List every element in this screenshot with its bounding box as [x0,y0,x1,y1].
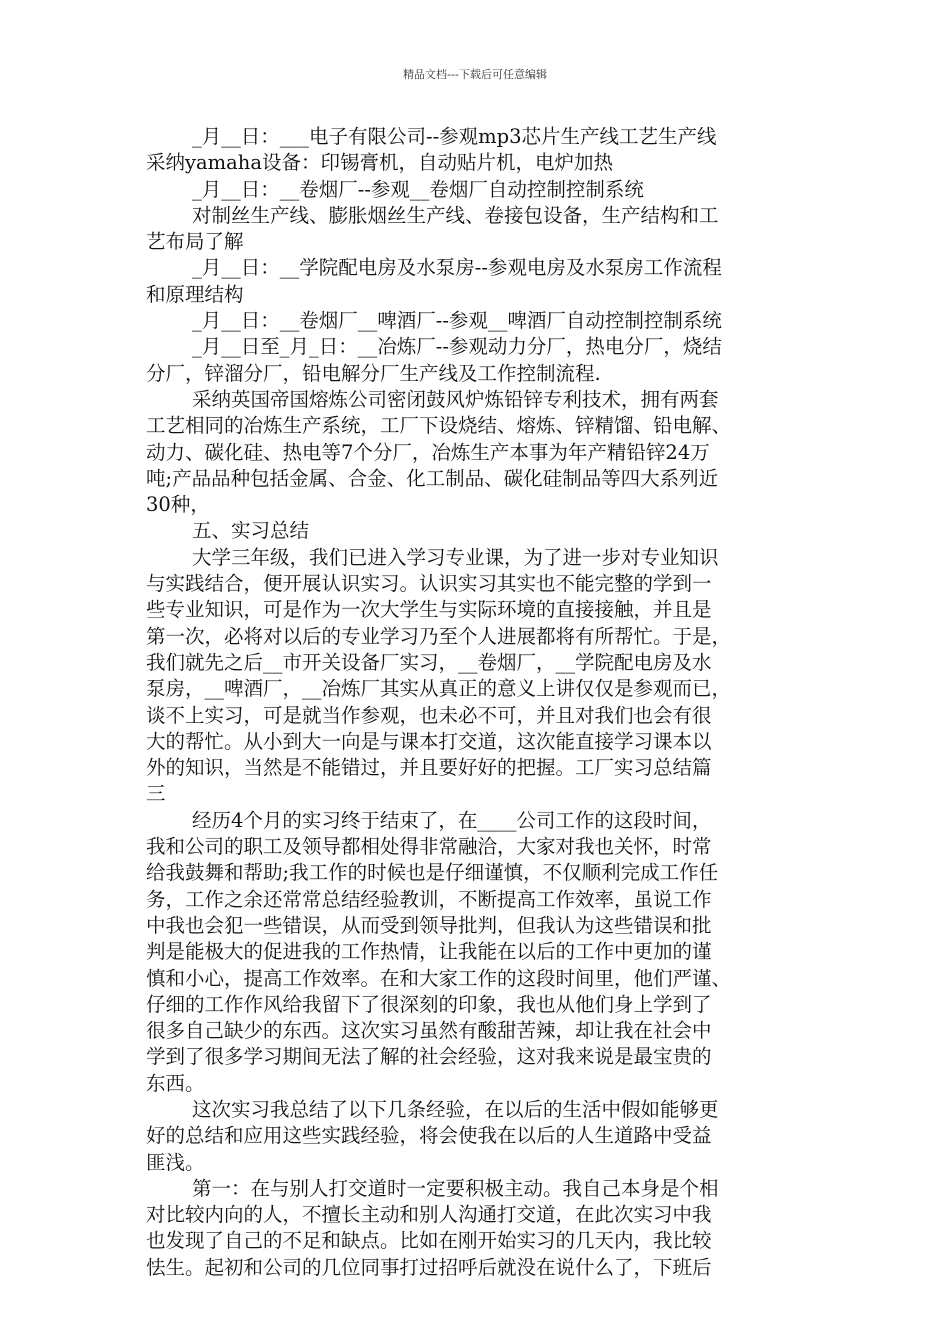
text-line: 慎和小心，提高工作效率。在和大家工作的这段时间里，他们严谨、 [146,966,732,990]
text-line: 五、实习总结 [192,519,310,543]
text-line: 第一：在与别人打交道时一定要积极主动。我自己本身是个相 [192,1176,719,1200]
text-line: 与实践结合，便开展认识实习。认识实习其实也不能完整的学到一 [146,572,712,596]
text-line: _月__日：__卷烟厂--参观__卷烟厂自动控制控制系统 [192,177,644,201]
text-line: 第一次，必将对以后的专业学习乃至个人进展都将有所帮忙。于是， [146,624,732,648]
text-line: 仔细的工作作风给我留下了很深刻的印象，我也从他们身上学到了 [146,992,712,1016]
text-line: 三 [146,782,166,806]
text-line: 对制丝生产线、膨胀烟丝生产线、卷接包设备，生产结构和工 [192,203,719,227]
text-line: 谈不上实习，可是就当作参观，也未必不可，并且对我们也会有很 [146,703,712,727]
text-line: 经历4个月的实习终于结束了，在____公司工作的这段时间， [192,808,712,832]
text-line: 给我鼓舞和帮助;我工作的时候也是仔细谨慎，不仅顺利完成工作任 [146,861,719,885]
text-line: 外的知识，当然是不能错过，并且要好好的把握。工厂实习总结篇 [146,756,712,780]
document-body [146,124,806,1281]
text-line: 我们就先之后__市开关设备厂实习，__卷烟厂，__学院配电房及水 [146,650,712,674]
text-line: 采纳yamaha设备：印锡膏机，自动贴片机，电炉加热 [146,151,613,175]
text-line: 很多自己缺少的东西。这次实习虽然有酸甜苦辣，却让我在社会中 [146,1019,712,1043]
text-line: 工艺相同的冶炼生产系统，工厂下设烧结、熔炼、锌精馏、铅电解、 [146,414,732,438]
text-line: 30种， [146,493,210,517]
text-line: 对比较内向的人，不擅长主动和别人沟通打交道，在此次实习中我 [146,1203,712,1227]
text-line: 我和公司的职工及领导都相处得非常融洽，大家对我也关怀，时常 [146,835,712,859]
text-line: 判是能极大的促进我的工作热情，让我能在以后的工作中更加的谨 [146,940,712,964]
text-line: 大学三年级，我们已进入学习专业课，为了进一步对专业知识 [192,545,719,569]
text-line: 也发现了自己的不足和缺点。比如在刚开始实习的几天内，我比较 [146,1229,712,1253]
text-line: _月__日：__学院配电房及水泵房--参观电房及水泵房工作流程 [192,256,722,280]
text-line: 好的总结和应用这些实践经验，将会使我在以后的人生道路中受益 [146,1124,712,1148]
text-line: _月__日：__卷烟厂__啤酒厂--参观__啤酒厂自动控制控制系统 [192,309,722,333]
text-line: 和原理结构 [146,282,244,306]
text-line: 分厂，锌溜分厂，铅电解分厂生产线及工作控制流程. [146,361,601,385]
text-line: _月__日：___电子有限公司--参观mp3芯片生产线工艺生产线 [192,125,717,148]
text-line: 动力、碳化硅、热电等7个分厂，冶炼生产本事为年产精铅锌24万 [146,440,710,464]
text-line: 泵房，__啤酒厂，__冶炼厂其实从真正的意义上讲仅仅是参观而已， [146,677,732,701]
text-line: 匪浅。 [146,1150,205,1174]
text-line: 务，工作之余还常常总结经验教训，不断提高工作效率，虽说工作 [146,887,712,911]
text-line: 艺布局了解 [146,230,244,254]
text-line: 学到了很多学习期间无法了解的社会经验，这对我来说是最宝贵的 [146,1045,712,1069]
text-line: 东西。 [146,1071,205,1095]
text-line: 些专业知识，可是作为一次大学生与实际环境的直接接触，并且是 [146,598,712,622]
text-line: 怯生。起初和公司的几位同事打过招呼后就没在说什么了，下班后 [146,1255,712,1279]
page-header: 精品文档---下载后可任意编辑 [403,68,547,81]
text-line: 这次实习我总结了以下几条经验，在以后的生活中假如能够更 [192,1097,719,1121]
text-line: 大的帮忙。从小到大一向是与课本打交道，这次能直接学习课本以 [146,729,712,753]
text-line: 中我也会犯一些错误，从而受到领导批判，但我认为这些错误和批 [146,913,712,937]
text-line: 采纳英国帝国熔炼公司密闭鼓风炉炼铅锌专利技术，拥有两套 [192,387,719,411]
text-line: _月__日至_月_日：__冶炼厂--参观动力分厂，热电分厂，烧结 [192,335,722,359]
text-line: 吨;产品品种包括金属、合金、化工制品、碳化硅制品等四大系列近 [146,466,719,490]
